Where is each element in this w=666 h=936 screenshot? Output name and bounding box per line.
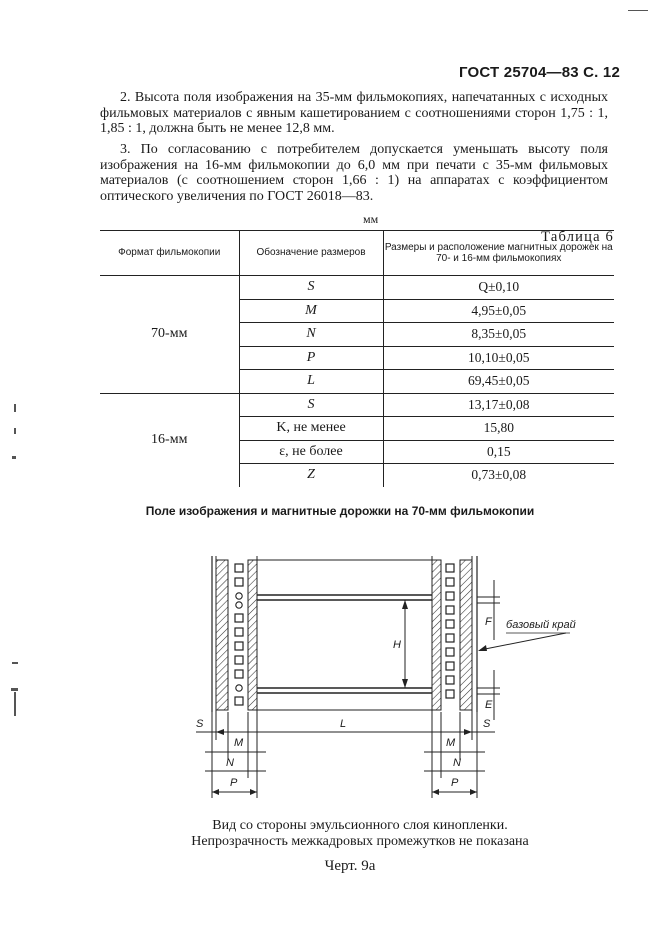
label-N-left: N <box>226 757 234 769</box>
label-P-right: P <box>451 777 459 789</box>
value-cell: 13,17±0,08 <box>383 393 614 417</box>
scan-mark <box>11 688 18 691</box>
table-label: Таблица 6 <box>541 229 614 245</box>
paragraph-2: 2. Высота поля изображения на 35-мм фильмокопиях, напечатанных с исходных фильмовых материалов с явным кашетированием с соотношениями сторон 1,75 : 1, 1,85 : 1, должна быть не менее 12,8 мм. <box>100 90 608 136</box>
scan-mark <box>12 456 16 459</box>
value-cell: 69,45±0,05 <box>383 370 614 394</box>
label-S-left: S <box>196 718 204 730</box>
label-N-right: N <box>453 757 461 769</box>
right-magnetic-track <box>432 560 441 710</box>
label-M-left: M <box>234 737 244 749</box>
right-sound-track <box>460 560 472 710</box>
figure-title: Поле изображения и магнитные дорожки на 70-мм фильмокопии <box>145 504 535 518</box>
scan-mark <box>14 404 16 412</box>
scan-mark <box>14 428 16 434</box>
format-16: 16-мм <box>151 432 188 447</box>
label-L: L <box>340 718 347 730</box>
left-perforations <box>235 564 243 705</box>
format-70: 70-мм <box>100 276 239 394</box>
figure-caption: Вид со стороны эмульсионного слоя кинопленки. Непрозрачность межкадровых промежутков не показана <box>191 818 529 849</box>
designation-cell: K, не менее <box>239 417 383 441</box>
value-cell: 4,95±0,05 <box>383 299 614 323</box>
value-cell: 10,10±0,05 <box>383 346 614 370</box>
header-designation: Обозначение размеров <box>239 231 383 276</box>
header-values: Размеры и расположение магнитных дорожек на 70- и 16-мм фильмокопиях <box>383 231 614 276</box>
document-code: ГОСТ 25704—83 С. 12 <box>459 64 620 81</box>
header-format: Формат фильмокопии <box>100 231 239 276</box>
designation-cell: Z <box>239 464 383 487</box>
label-E: E <box>485 699 493 711</box>
label-S-right: S <box>483 718 491 730</box>
designation-cell: N <box>239 323 383 347</box>
designation-cell: S <box>239 276 383 300</box>
right-perforations <box>446 564 454 698</box>
designation-cell: L <box>239 370 383 394</box>
left-magnetic-track <box>248 560 257 710</box>
figure-number: Черт. 9а <box>324 858 376 874</box>
designation-cell: S <box>239 393 383 417</box>
value-cell: 0,15 <box>383 440 614 464</box>
scan-mark <box>12 662 18 664</box>
designation-cell: P <box>239 346 383 370</box>
value-cell: 8,35±0,05 <box>383 323 614 347</box>
value-cell: Q±0,10 <box>383 276 614 300</box>
table-unit: мм <box>363 212 379 226</box>
label-H: H <box>393 639 401 651</box>
designation-cell: ε, не более <box>239 440 383 464</box>
left-sound-track <box>216 560 228 710</box>
value-cell: 15,80 <box>383 417 614 441</box>
value-cell: 0,73±0,08 <box>383 464 614 487</box>
paragraph-3: 3. По согласованию с потребителем допускается уменьшать высоту поля изображения на 16-мм фильмокопии до 6,0 мм при печати с 35-мм фильмовых материалов (с соотношением сторон 1,66 : 1) на аппаратах с коэффициентом оптического увеличения по ГОСТ 26018—83. <box>100 142 608 204</box>
label-base-edge: базовый край <box>506 619 576 631</box>
designation-cell: M <box>239 299 383 323</box>
label-M-right: M <box>446 737 456 749</box>
label-F: F <box>485 616 492 628</box>
label-P-left: P <box>230 777 238 789</box>
scan-mark <box>628 10 648 11</box>
scan-mark <box>14 692 16 716</box>
